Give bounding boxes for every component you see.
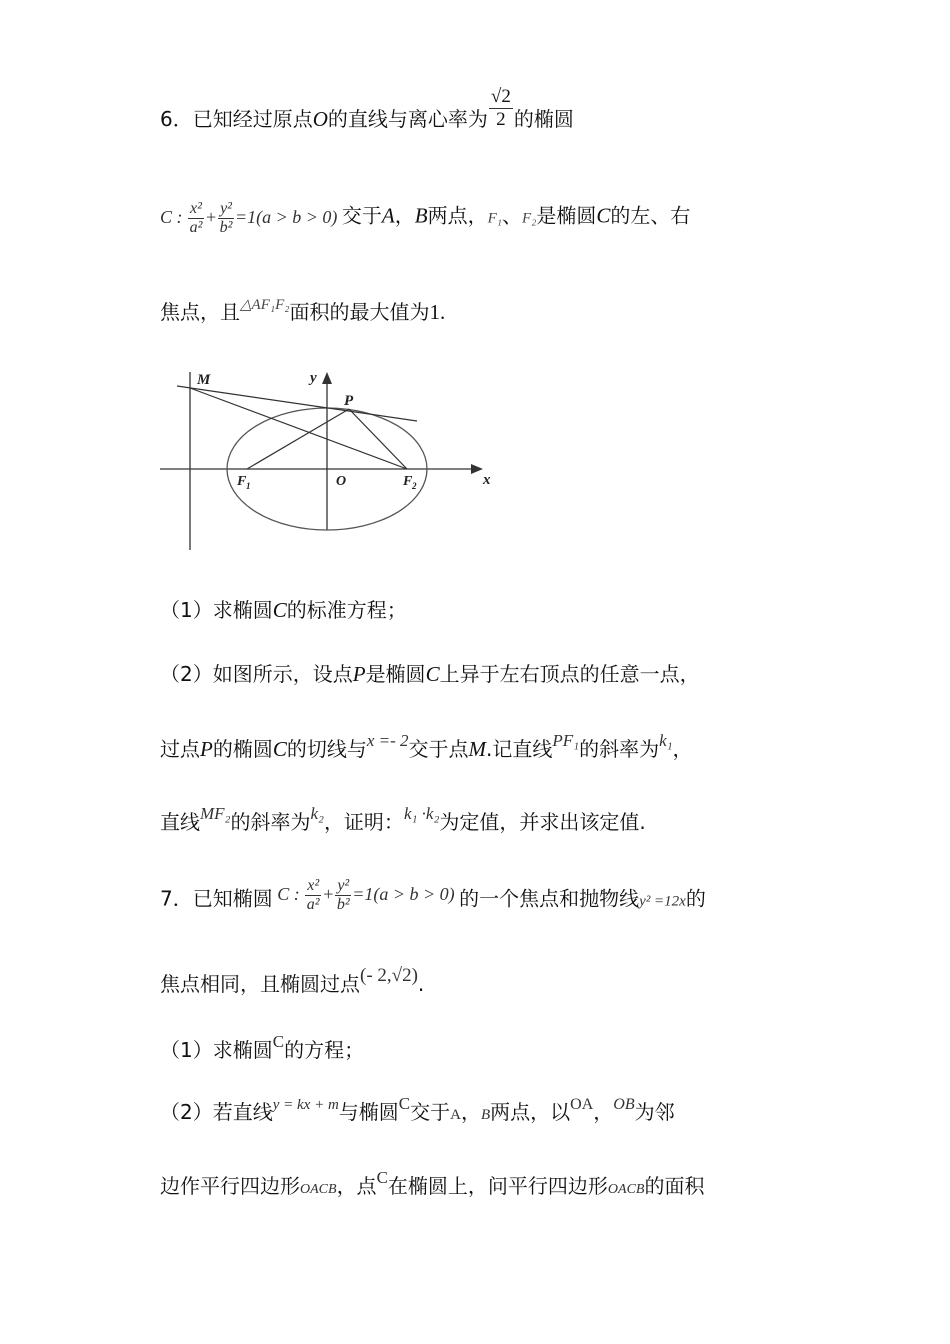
text: 的 xyxy=(685,886,706,911)
text: （1）求椭圆 xyxy=(160,598,273,622)
text: 焦点相同，且椭圆过点 xyxy=(160,972,360,996)
text: 与椭圆 xyxy=(338,1100,399,1124)
q6-part2-line1 xyxy=(160,660,700,688)
y-axis-arrow xyxy=(322,372,332,384)
line-equation: y = kx + m xyxy=(272,1097,339,1113)
frac-denominator: 2 xyxy=(496,109,506,130)
ellipse-C: C xyxy=(272,737,287,761)
text: ， xyxy=(593,1100,614,1124)
origin-O: O xyxy=(312,107,328,131)
slope-product: k₁ ·k₂ xyxy=(403,804,440,823)
q6-part2-line3 xyxy=(160,804,646,838)
q6-number: 6．已知经过原点 xyxy=(160,107,313,131)
q7-part1 xyxy=(160,1032,365,1066)
line-MF2: MF₂ xyxy=(200,804,231,823)
parabola-equation: y² =12x xyxy=(639,893,686,910)
text: 的方程； xyxy=(284,1038,365,1062)
ellipse-C: C xyxy=(272,598,287,622)
text: ， xyxy=(460,1100,481,1124)
label-F1-sub: 1 xyxy=(246,481,251,491)
label-P: P xyxy=(344,393,354,409)
text: ， xyxy=(394,203,415,228)
frac-b2: b² xyxy=(336,896,350,913)
text: 面积的最大值为 xyxy=(289,300,430,324)
q6-text-tail: 的椭圆 xyxy=(513,107,574,131)
text: 过点 xyxy=(160,737,200,761)
point-B: B xyxy=(480,1107,491,1123)
frac-y2: y² xyxy=(220,200,232,217)
x-axis-arrow xyxy=(471,464,483,474)
text: 的标准方程； xyxy=(286,598,407,622)
text: 是椭圆 xyxy=(365,662,426,686)
frac-a2: a² xyxy=(189,219,203,236)
vector-OB: OB xyxy=(613,1096,635,1113)
label-O: O xyxy=(336,474,347,489)
text: . xyxy=(417,972,425,996)
line-x-eq-minus2: x =- 2 xyxy=(366,731,409,750)
frac-a2: a² xyxy=(306,896,320,913)
q6-part1 xyxy=(160,596,407,624)
slope-k2: k₂ xyxy=(310,804,324,823)
label-F1: F xyxy=(237,474,247,489)
ellipse-figure xyxy=(155,362,500,554)
q6-line1 xyxy=(160,86,574,143)
text: 在椭圆上，问平行四边形 xyxy=(387,1174,608,1198)
parallelogram-OACB: OACB xyxy=(300,1182,337,1197)
line-MF2 xyxy=(190,388,407,469)
slope-k1: k₁ xyxy=(659,731,673,750)
text: 边作平行四边形 xyxy=(160,1174,300,1198)
eq-plus: + xyxy=(204,206,218,227)
frac-x2: x² xyxy=(190,200,202,217)
text: 上异于左右顶点的任意一点， xyxy=(439,662,700,686)
eq-colon: : xyxy=(172,206,188,227)
text: 的椭圆 xyxy=(212,737,273,761)
text: ，点 xyxy=(336,1174,377,1198)
ellipse-C: C xyxy=(596,203,611,228)
point-P: P xyxy=(200,737,213,761)
text: 的斜率为 xyxy=(579,737,660,761)
parallelogram-OACB: OACB xyxy=(607,1182,645,1197)
q7-part2-line1 xyxy=(160,1094,675,1129)
eq-C: C xyxy=(277,883,290,904)
label-x: x xyxy=(483,472,491,488)
q6-line3 xyxy=(160,298,445,329)
text: .记直线 xyxy=(486,737,553,761)
eq-colon: : xyxy=(289,883,305,904)
text: 焦点，且 xyxy=(160,300,240,324)
point-P: P xyxy=(352,662,366,686)
text: 的一个焦点和抛物线 xyxy=(459,886,640,911)
frac-b2: b² xyxy=(219,219,233,236)
eq-plus: + xyxy=(322,883,335,904)
eq-frac-x xyxy=(305,877,321,914)
label-F2-sub: 2 xyxy=(412,481,417,491)
line-PF1 xyxy=(247,409,349,469)
label-M: M xyxy=(197,372,211,388)
text: 交于 xyxy=(341,203,382,228)
text: 的面积 xyxy=(644,1174,705,1198)
text: ， xyxy=(672,737,693,761)
label-F2: F xyxy=(403,474,413,489)
point-coordinates: (- 2,√2) xyxy=(360,965,418,986)
eq-condition: =1(a > b > 0) xyxy=(234,206,338,227)
max-area-value: 1. xyxy=(429,300,446,324)
eq-frac-x xyxy=(188,200,204,237)
frac-y2: y² xyxy=(337,877,350,894)
tangent-line xyxy=(177,386,417,421)
point-M: M xyxy=(468,737,487,761)
q7-number: 7．已知椭圆 xyxy=(160,886,273,911)
q7-part2-line2 xyxy=(160,1168,705,1204)
point-C: C xyxy=(376,1168,388,1187)
text: 交于点 xyxy=(408,737,469,761)
ellipse-equation xyxy=(273,877,459,913)
eq-condition: =1(a > b > 0) xyxy=(352,883,455,904)
triangle-AF1F2: △AF₁F₂ xyxy=(240,297,290,313)
ellipse-C: C xyxy=(425,662,440,686)
point-A: A xyxy=(450,1107,461,1123)
label-y: y xyxy=(310,370,317,386)
eccentricity-fraction xyxy=(489,86,513,131)
ellipse-C: C xyxy=(398,1094,411,1113)
ellipse-equation xyxy=(160,200,342,236)
text: 的左、右 xyxy=(610,203,691,228)
text: （2）如图所示，设点 xyxy=(160,662,353,686)
eq-frac-y xyxy=(335,877,351,914)
text: 、 xyxy=(501,203,522,228)
text: 为邻 xyxy=(634,1100,675,1124)
ellipse-C: C xyxy=(272,1032,285,1051)
text: 是椭圆 xyxy=(536,203,597,228)
q6-part2-line2 xyxy=(160,731,693,765)
text: 的切线与 xyxy=(286,737,367,761)
text: 两点，以 xyxy=(490,1100,571,1124)
text: 为定值，并求出该定值. xyxy=(439,810,646,834)
q7-line2 xyxy=(160,965,425,1000)
text: （2）若直线 xyxy=(160,1100,273,1124)
q6-line2 xyxy=(160,200,690,237)
text: （1）求椭圆 xyxy=(160,1038,273,1062)
text: 两点， xyxy=(427,203,488,228)
point-A: A xyxy=(381,203,395,228)
text: 交于 xyxy=(410,1100,451,1124)
text: 的斜率为 xyxy=(230,810,311,834)
q7-line1 xyxy=(160,877,706,920)
line-PF1: PF₁ xyxy=(552,731,580,750)
vector-OA: OA xyxy=(570,1096,594,1113)
focus-F2: F₂ xyxy=(521,210,537,227)
eq-frac-y xyxy=(218,200,234,237)
eq-C: C xyxy=(160,206,173,227)
point-B: B xyxy=(414,203,428,228)
focus-F1: F₁ xyxy=(487,210,502,227)
text: ，证明： xyxy=(323,810,404,834)
text: 直线 xyxy=(160,810,200,834)
frac-numerator: √2 xyxy=(490,86,511,107)
frac-x2: x² xyxy=(307,877,320,894)
q6-text-mid: 的直线与离心率为 xyxy=(327,107,488,131)
